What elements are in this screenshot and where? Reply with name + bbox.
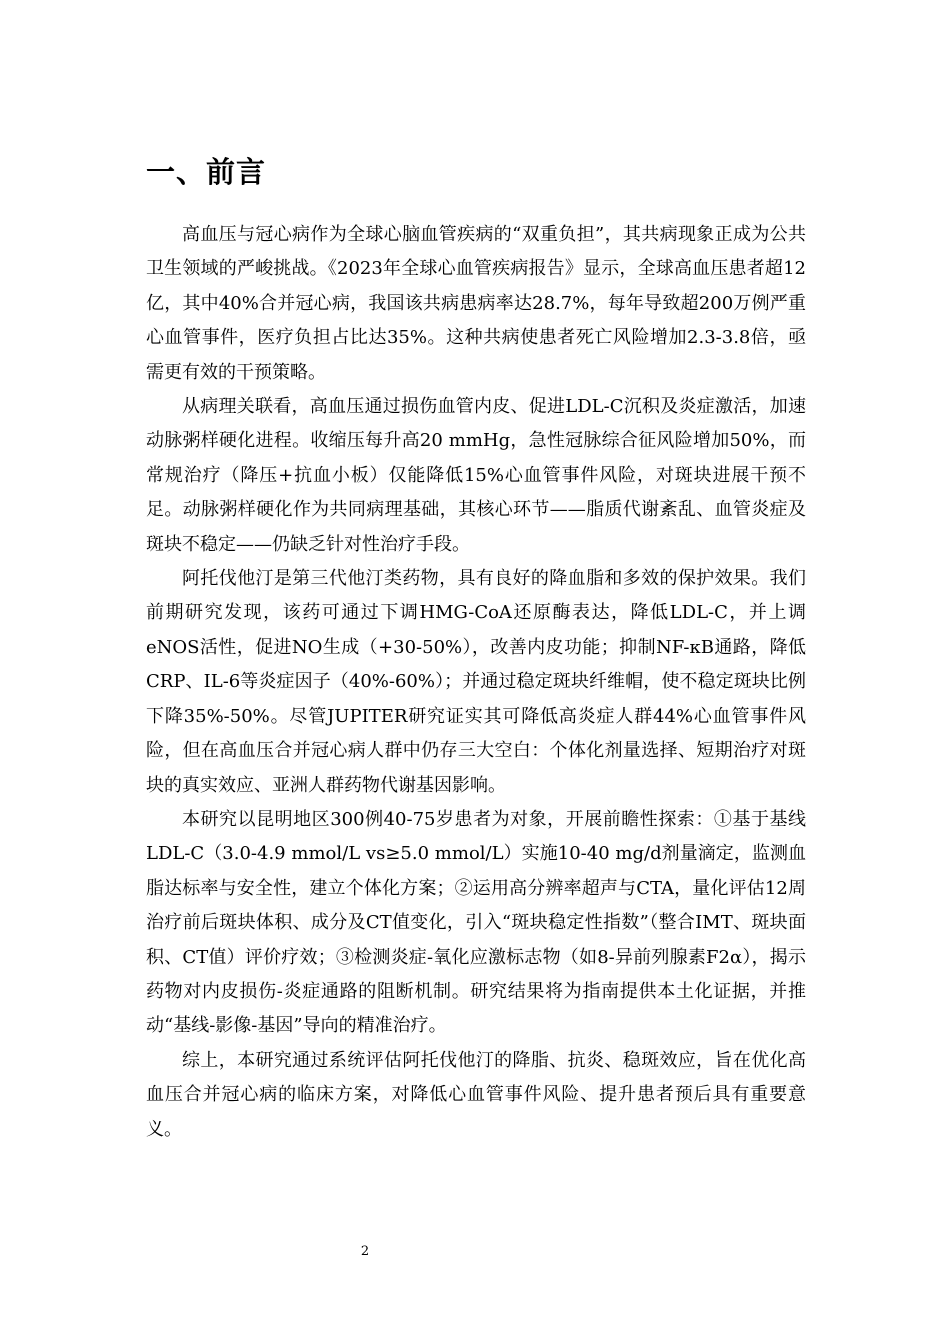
paragraph-conclusion: 综上，本研究通过系统评估阿托伐他汀的降脂、抗炎、稳斑效应，旨在优化高血压合并冠心病的临床方案，对降低心血管事件风险、提升患者预后具有重要意义。 [146, 1049, 806, 1140]
paragraph-pathology: 从病理关联看，高血压通过损伤血管内皮、促进LDL-C沉积及炎症激活，加速动脉粥样硬化进程。收缩压每升高20 mmHg，急性冠脉综合征风险增加50%，而常规治疗（降压+抗血小板）仅能降低15%心血管事件风险，对斑块进展干预不足。动脉粥样硬化作为共同病理基础，其核心环节——脂质代谢紊乱、血管炎症及斑块不稳定——仍缺乏针对性治疗手段。 [146, 396, 806, 555]
paragraph-study-design: 本研究以昆明地区300例40-75岁患者为对象，开展前瞻性探索：①基于基线LDL-C（3.0-4.9 mmol/L vs≥5.0 mmol/L）实施10-40 mg/d剂量滴定，监测血脂达标率与安全性，建立个体化方案；②运用高分辨率超声与CTA，量化评估12周治疗前后斑块体积、成分及CT值变化，引入“斑块稳定性指数”（整合IMT、斑块面积、CT值）评价疗效；③检测炎症-氧化应激标志物（如8-异前列腺素F2α），揭示药物对内皮损伤-炎症通路的阻断机制。研究结果将为指南提供本土化证据，并推动“基线-影像-基因”导向的精准治疗。 [146, 808, 806, 1037]
page-number: 2 [360, 1244, 370, 1259]
body-text [146, 218, 806, 1147]
section-heading: 一、前言 [146, 155, 267, 189]
paragraph-intro: 高血压与冠心病作为全球心脑血管疾病的“双重负担”，其共病现象正成为公共卫生领域的严峻挑战。《2023年全球心血管疾病报告》显示，全球高血压患者超12亿，其中40%合并冠心病，我国该共病患病率达28.7%，每年导致超200万例严重心血管事件，医疗负担占比达35%。这种共病使患者死亡风险增加2.3-3.8倍，亟需更有效的干预策略。 [146, 224, 806, 383]
paragraph-atorvastatin: 阿托伐他汀是第三代他汀类药物，具有良好的降血脂和多效的保护效果。我们前期研究发现，该药可通过下调HMG-CoA还原酶表达，降低LDL-C，并上调eNOS活性，促进NO生成（+30-50%），改善内皮功能；抑制NF-κB通路，降低CRP、IL-6等炎症因子（40%-60%）；并通过稳定斑块纤维帽，使不稳定斑块比例下降35%-50%。尽管JUPITER研究证实其可降低高炎症人群44%心血管事件风险，但在高血压合并冠心病人群中仍存三大空白：个体化剂量选择、短期治疗对斑块的真实效应、亚洲人群药物代谢基因影响。 [146, 568, 806, 796]
